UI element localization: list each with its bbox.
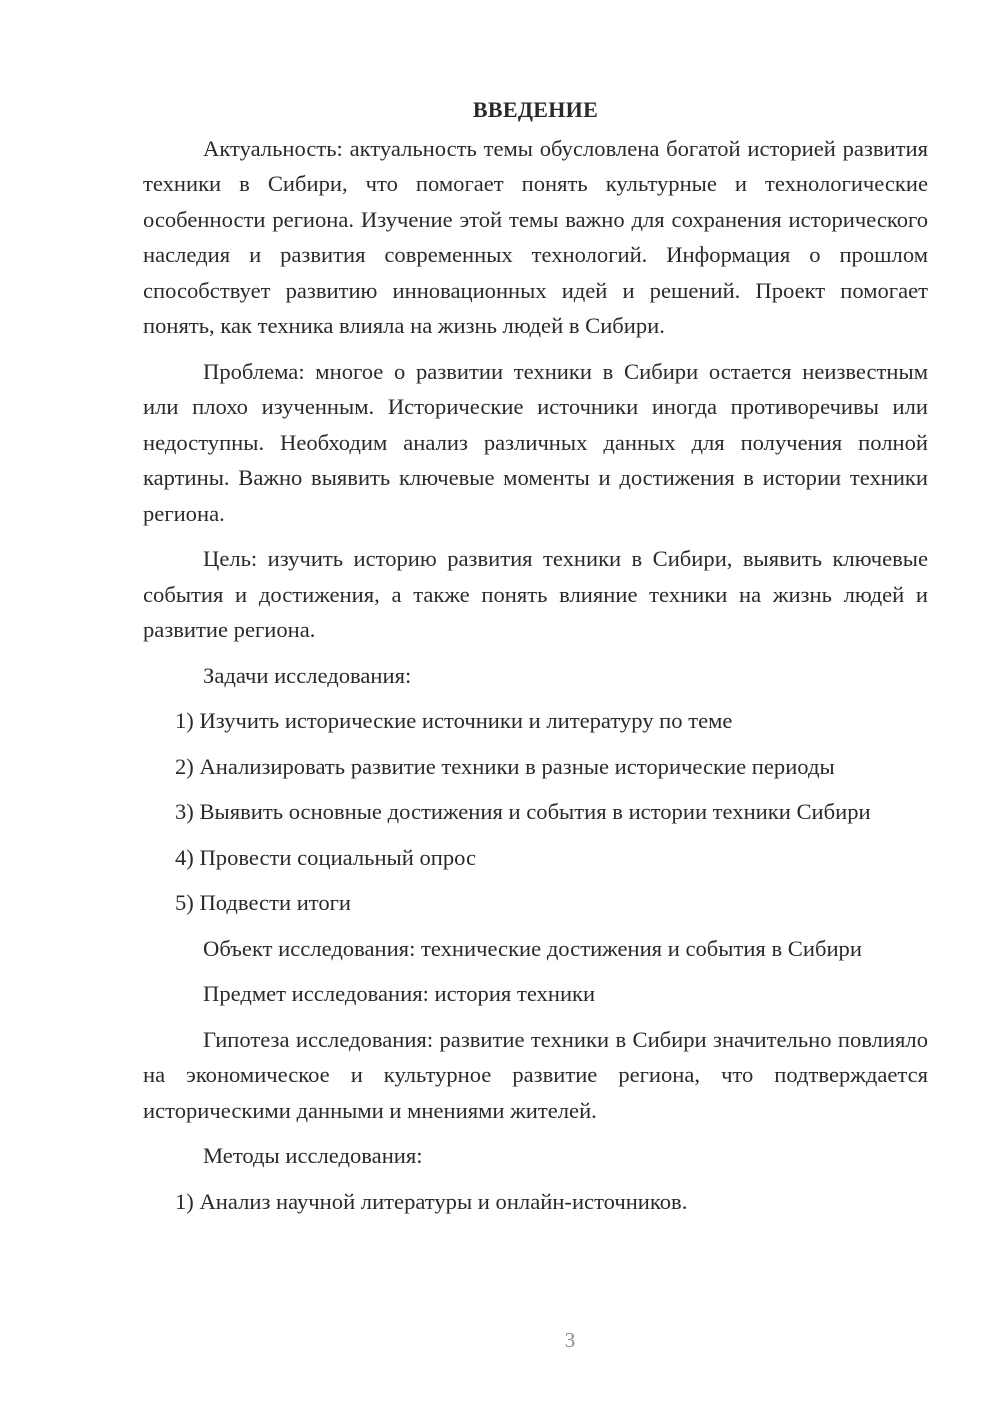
document-page [143,92,928,1229]
page-title: ВВЕДЕНИЕ [472,97,599,122]
tasks-heading: Задачи исследования: [203,662,412,688]
problem-paragraph: Проблема: многое о развитии техники в Сибири остается неизвестным или плохо изученным. Исторические источники иногда противоречивы или недоступны. Необходим анализ различных данных для получения полной картины. Важно выявить ключевые моменты и достижения в истории техники региона. [143,358,928,526]
research-subject: Предмет исследования: история техники [203,981,596,1006]
task-item-1: 1) Изучить исторические источники и литературу по теме [175,708,733,733]
task-item-4: 4) Провести социальный опрос [175,844,477,870]
hypothesis-paragraph: Гипотеза исследования: развитие техники в Сибири значительно повлияло на экономическое и культурное развитие региона, что подтверждается историческими данными и мнениями жителей. [143,1026,928,1123]
goal-paragraph: Цель: изучить историю развития техники в Сибири, выявить ключевые события и достижения, а также понять влияние техники на жизнь людей и развитие региона. [143,546,928,642]
methods-heading: Методы исследования: [203,1143,423,1168]
relevance-paragraph: Актуальность: актуальность темы обусловлена богатой историей развития техники в Сибири, что помогает понять культурные и технологические особенности региона. Изучение этой темы важно для сохранения исторического наследия и развития современных технологий. Информация о прошлом способствует развитию инновационных идей и решений. Проект помогает понять, как техника влияла на жизнь людей в Сибири. [143,135,928,338]
research-object: Объект исследования: технические достижения и события в Сибири [203,935,862,961]
task-item-2: 2) Анализировать развитие техники в разные исторические периоды [175,753,835,779]
method-item-1: 1) Анализ научной литературы и онлайн-источников. [175,1188,688,1214]
task-item-5: 5) Подвести итоги [175,890,352,915]
task-item-3: 3) Выявить основные достижения и события в истории техники Сибири [175,799,871,824]
page-number: 3 [564,1328,576,1352]
